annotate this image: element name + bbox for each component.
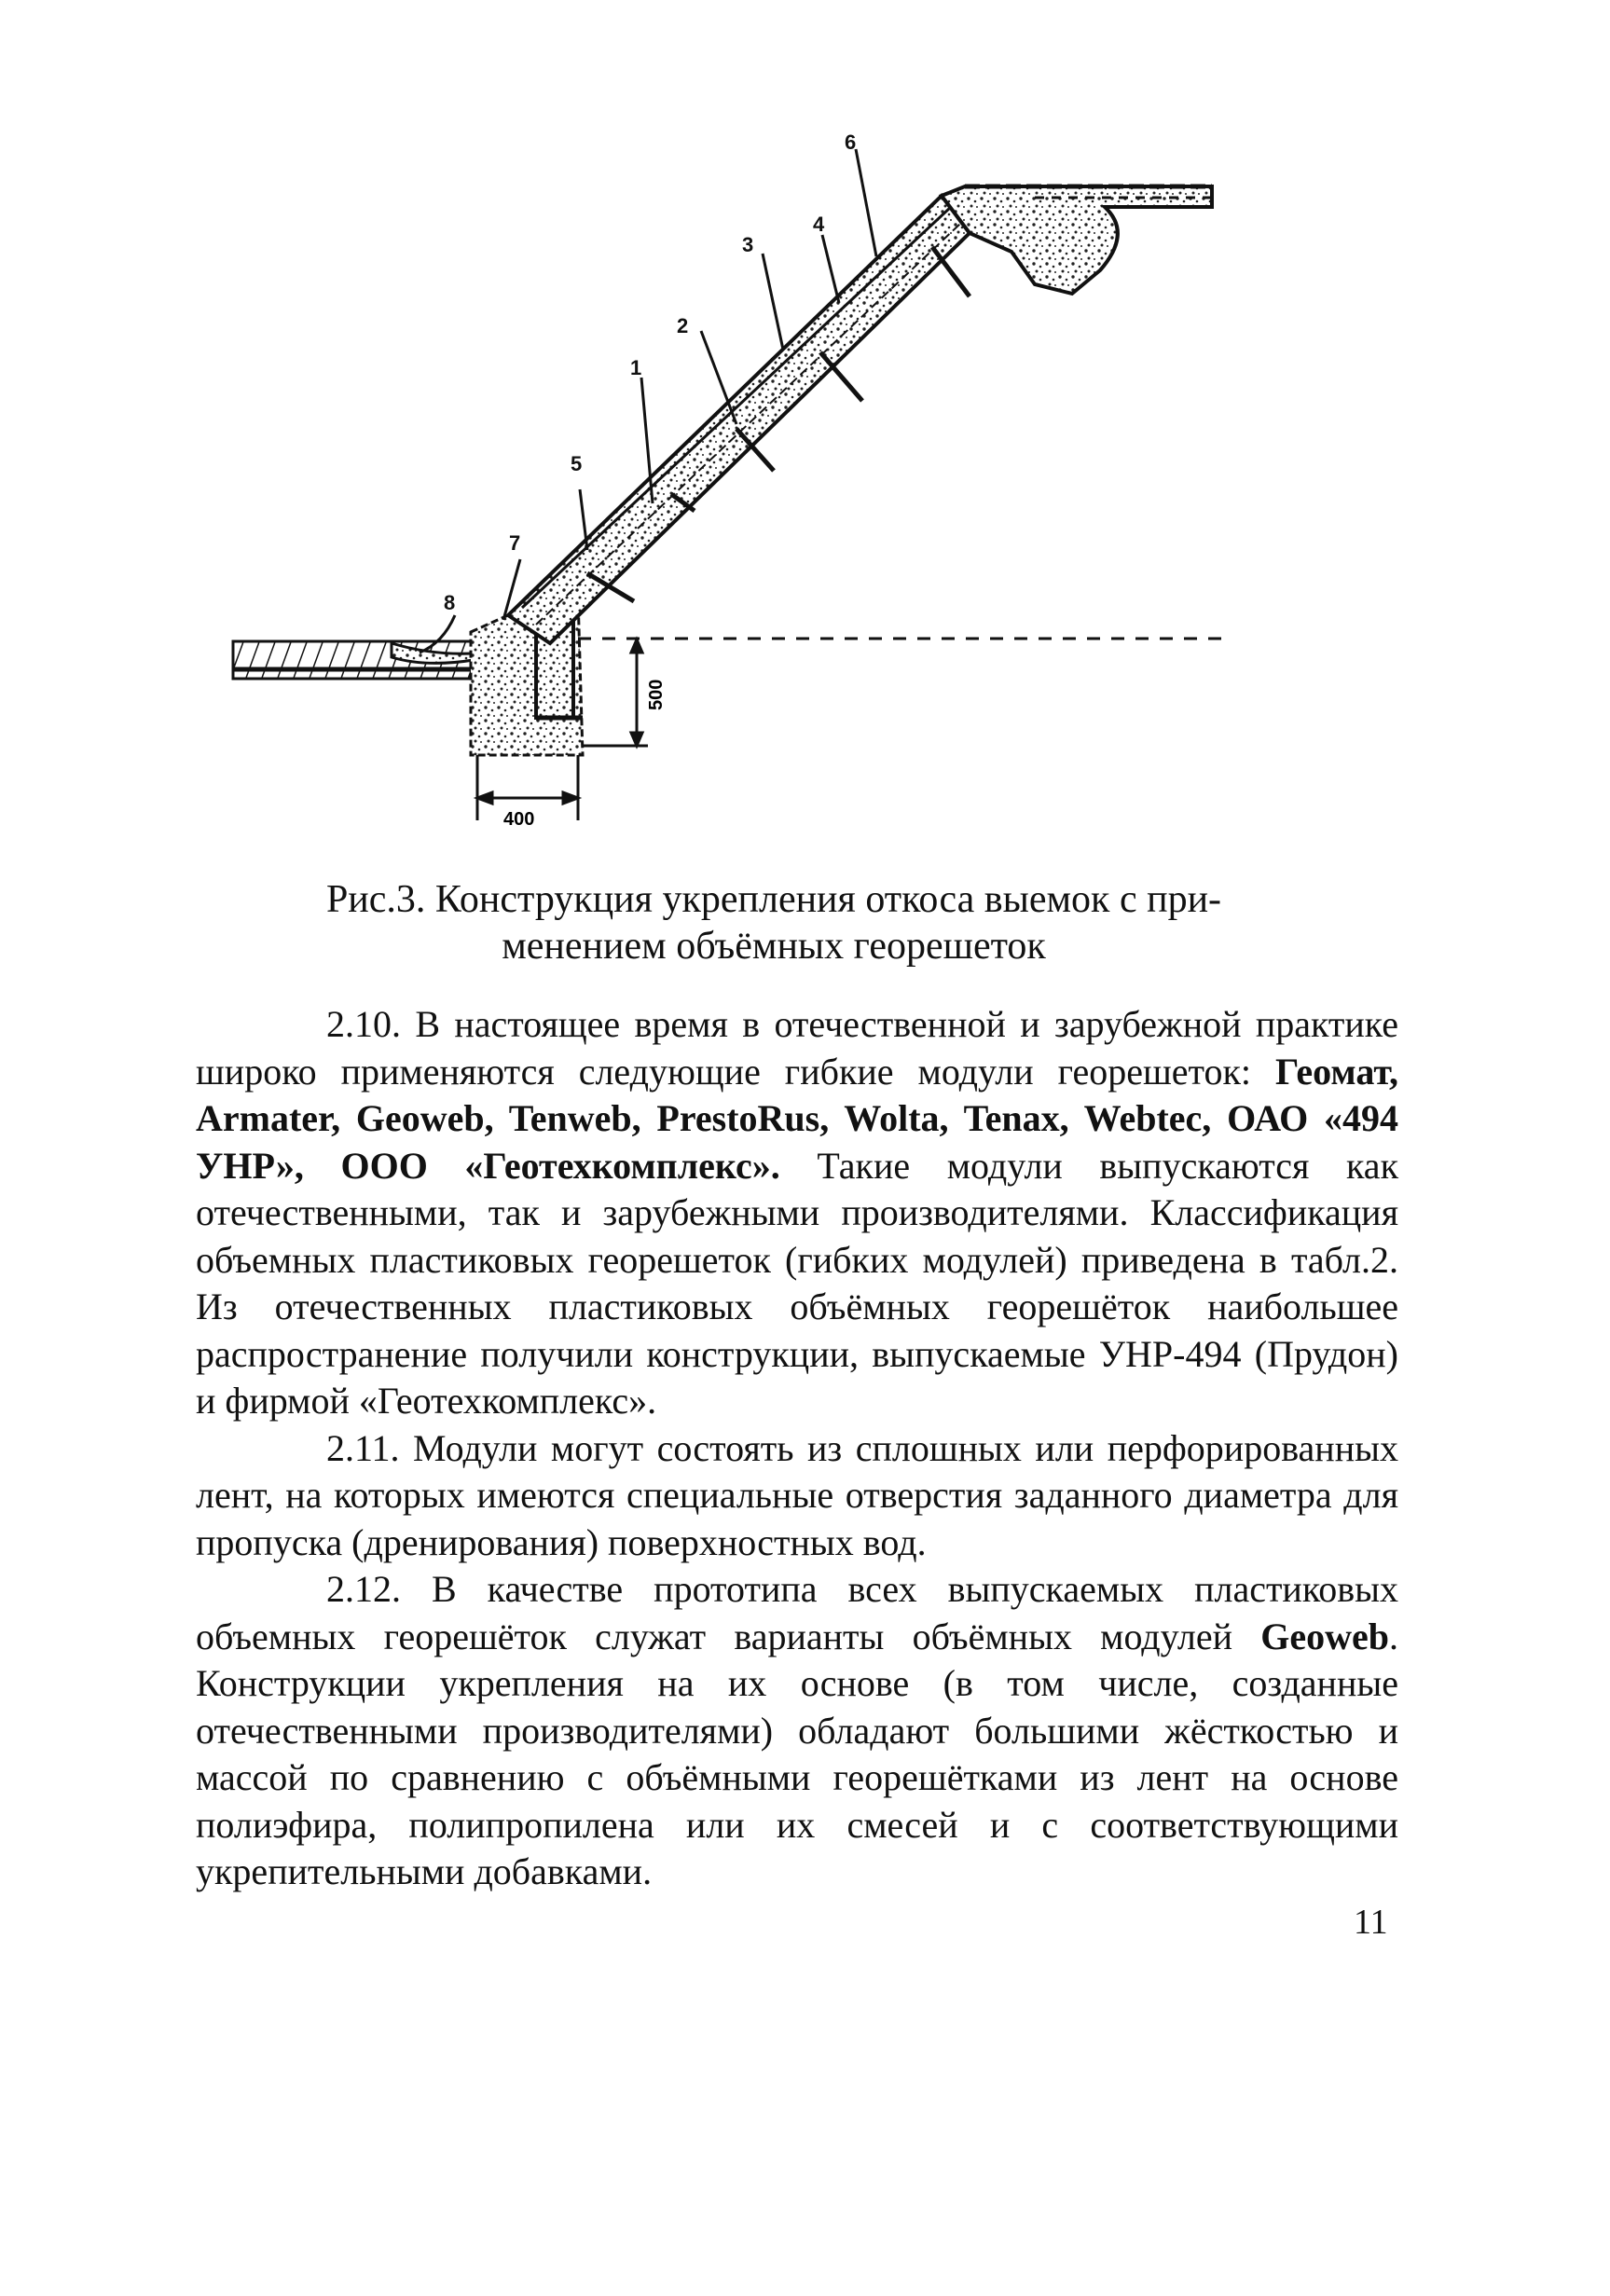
caption-line-2: менением объёмных георешеток (502, 925, 1046, 968)
dimension-500 (583, 639, 648, 746)
slope-crest (942, 186, 1212, 294)
paragraph-2-12: 2.12. В качестве прототипа всех выпускаемых пластиковых объемных георешёток служат варианты объёмных модулей Geoweb. Конструкции укрепления на их основе (в том числе, созданные отечественными производителями) обладают большими жёсткостью и массой по сравнению с объёмными георешётками из лент на основе полиэфира, полипропилена или их смесей и с соответствующими укрепительными добавками. (196, 1568, 1398, 1892)
callout-5: 5 (571, 452, 583, 475)
caption-line-1: Рис.3. Конструкция укрепления откоса выемок с при- (325, 878, 1222, 921)
callout-4: 4 (813, 213, 825, 236)
paragraph-2-11: 2.11. Модули могут состоять из сплошных или перфорированных лент, на которых имеются специальные отверстия заданного диаметра для пропуска (дренирования) поверхностных вод. (196, 1426, 1398, 1563)
callout-1: 1 (630, 356, 642, 379)
dim-width-label: 400 (503, 809, 535, 830)
callout-3: 3 (742, 233, 754, 256)
slope-reinforcement-figure (0, 0, 1610, 858)
figure-caption (280, 876, 1268, 969)
dim-height-label: 500 (646, 679, 667, 710)
callout-8: 8 (444, 591, 456, 614)
callout-leaders (420, 149, 876, 653)
callout-2: 2 (677, 314, 689, 337)
product-list: Геомат, Armater, Geoweb, Tenweb, PrestoRus, Wolta, Tenax, Webtec, ОАО «494 УНР», ООО «Геотехкомплекс». (196, 1050, 1398, 1187)
body-text (196, 1001, 1398, 1896)
paragraph-2-10: 2.10. В настоящее время в отечественной и зарубежной практике широко применяются следующие гибкие модули георешеток: Геомат, Armater, Geoweb, Tenweb, PrestoRus, Wolta, Tenax, Webtec, ОАО «494 УНР», ООО «Геотехкомплекс». Такие модули выпускаются как отечественными, так и зарубежными производителями. Классификация объемных пластиковых георешеток (гибких модулей) приведена в табл.2. Из отечественных пластиковых объёмных георешёток наибольшее распространение получили конструкции, выпускаемые УНР-494 (Прудон) и фирмой «Геотехкомплекс». (196, 1003, 1398, 1422)
callout-6: 6 (845, 131, 857, 154)
slope-geogrid-layers (508, 196, 970, 643)
callout-7: 7 (509, 531, 521, 555)
geoweb-term: Geoweb (1260, 1615, 1389, 1657)
page-number: 11 (1354, 1903, 1388, 1942)
